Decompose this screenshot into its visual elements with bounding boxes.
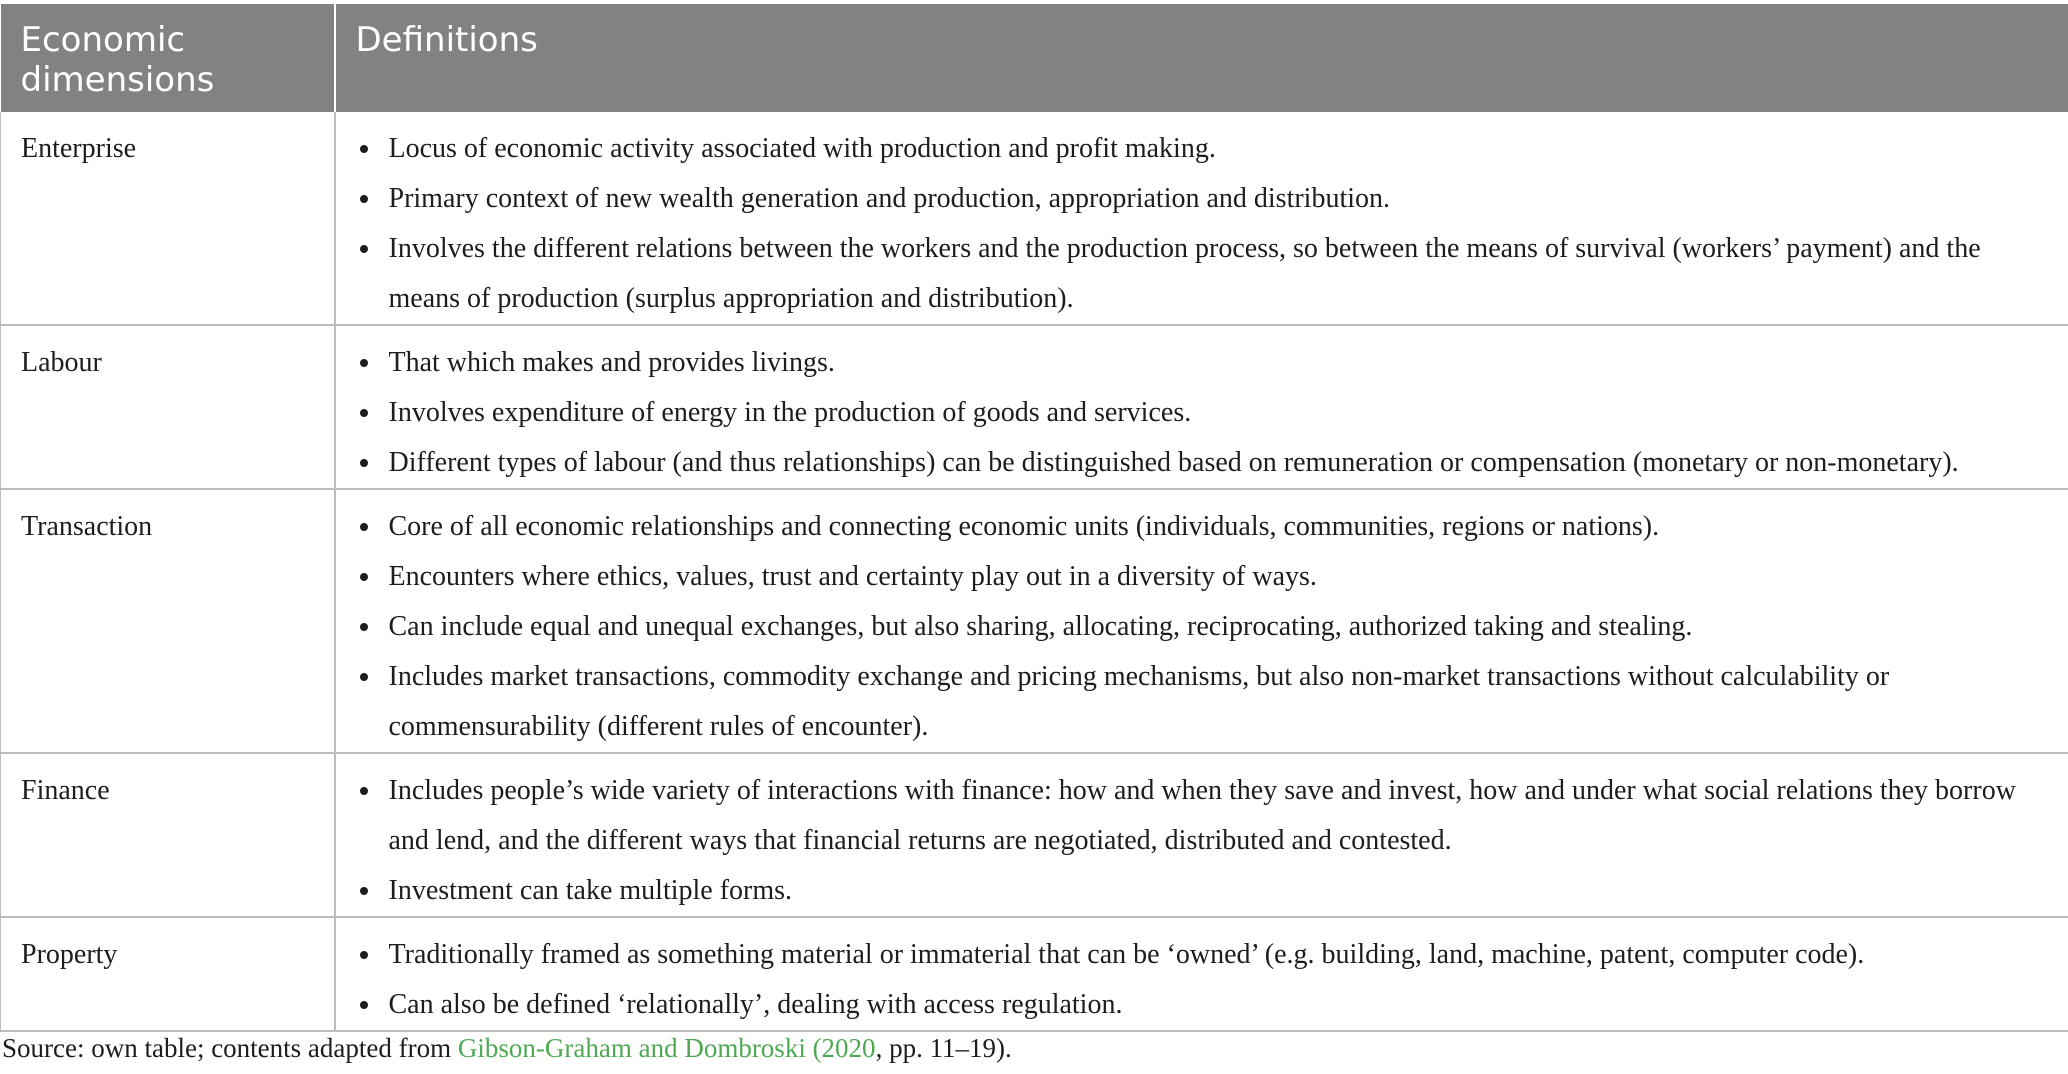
definition-item (336, 980, 2056, 1030)
header-line-1: Economic (20, 20, 186, 60)
table-row (1, 917, 2068, 1031)
dimension-label: Enterprise (21, 133, 137, 164)
bullet-icon (360, 359, 368, 367)
table-body (1, 112, 2068, 1031)
definition-text: Different types of labour (and thus relationships) can be distinguished based on remuneration or compensation (monetary or non-monetary). (388, 447, 1959, 478)
definition-list (336, 766, 2056, 916)
definition-text: Primary context of new wealth generation and production, appropriation and distribution. (388, 183, 1391, 214)
bullet-icon (360, 523, 368, 531)
definition-text: Involves the different relations between the workers and the production process, so between the means of survival (workers’ payment) and the means of production (surplus appropriation and distribution). (388, 233, 1981, 314)
definition-text: Traditionally framed as something material or immaterial that can be ‘owned’ (e.g. building, land, machine, patent, computer code). (388, 939, 1865, 970)
definition-item (336, 174, 2056, 224)
bullet-icon (360, 195, 368, 203)
definitions-cell (335, 917, 2068, 1031)
definitions-table-container (0, 4, 2068, 1032)
definition-item (336, 224, 2056, 324)
bullet-icon (360, 787, 368, 795)
table-row (1, 325, 2068, 489)
dimension-label: Finance (21, 775, 110, 806)
definitions-cell (335, 753, 2068, 917)
definition-list (336, 502, 2056, 752)
definition-list (336, 124, 2056, 324)
definition-text: Encounters where ethics, values, trust and certainty play out in a diversity of ways. (388, 561, 1317, 592)
economic-dimensions-table (0, 4, 2068, 1032)
definition-text: Includes market transactions, commodity exchange and pricing mechanisms, but also non-market transactions without calculability or commensurability (different rules of encounter). (388, 661, 1890, 742)
definitions-cell (335, 112, 2068, 325)
source-prefix: Source: own table; contents adapted from (2, 1033, 458, 1063)
bullet-icon (360, 459, 368, 467)
dimension-cell (1, 917, 335, 1031)
dimension-label: Transaction (21, 511, 153, 542)
bullet-icon (360, 887, 368, 895)
dimension-label: Labour (21, 347, 102, 378)
header-line-2: dimensions (20, 60, 215, 100)
definition-item (336, 552, 2056, 602)
table-row (1, 753, 2068, 917)
bullet-icon (360, 673, 368, 681)
bullet-icon (360, 245, 368, 253)
bullet-icon (360, 145, 368, 153)
definition-item (336, 124, 2056, 174)
source-reference-link[interactable]: Gibson-Graham and Dombroski (2020 (457, 1033, 876, 1063)
table-header-row (1, 4, 2068, 112)
definitions-cell (335, 325, 2068, 489)
definition-item (336, 338, 2056, 388)
definition-item (336, 930, 2056, 980)
definition-list (336, 930, 2056, 1030)
bullet-icon (360, 409, 368, 417)
bullet-icon (360, 951, 368, 959)
definition-text: Can include equal and unequal exchanges, but also sharing, allocating, reciprocating, authorized taking and stealing. (388, 611, 1693, 642)
definition-item (336, 766, 2056, 866)
definition-text: Involves expenditure of energy in the production of goods and services. (388, 397, 1192, 428)
definition-text: That which makes and provides livings. (388, 347, 835, 378)
definition-text: Can also be defined ‘relationally’, dealing with access regulation. (388, 989, 1123, 1020)
dimension-cell (1, 753, 335, 917)
dimension-label: Property (21, 939, 118, 970)
definition-item (336, 866, 2056, 916)
definition-text: Locus of economic activity associated with production and profit making. (388, 133, 1216, 164)
definition-text: Investment can take multiple forms. (388, 875, 793, 906)
source-suffix: , pp. 11–19). (875, 1033, 1012, 1063)
table-row (1, 112, 2068, 325)
bullet-icon (360, 573, 368, 581)
header-economic-dimensions (1, 4, 335, 112)
table-row (1, 489, 2068, 753)
bullet-icon (360, 623, 368, 631)
dimension-cell (1, 489, 335, 753)
header-definitions: Definitions (335, 4, 2068, 112)
definition-item (336, 388, 2056, 438)
definition-item (336, 602, 2056, 652)
definition-text: Core of all economic relationships and connecting economic units (individuals, communities, regions or nations). (388, 511, 1660, 542)
definition-item (336, 502, 2056, 552)
table-source-note (2, 1033, 1012, 1064)
definition-item (336, 438, 2056, 488)
bullet-icon (360, 1001, 368, 1009)
dimension-cell (1, 325, 335, 489)
dimension-cell (1, 112, 335, 325)
definition-list (336, 338, 2056, 488)
definition-item (336, 652, 2056, 752)
definitions-cell (335, 489, 2068, 753)
definition-text: Includes people’s wide variety of interactions with finance: how and when they save and invest, how and under what social relations they borrow and lend, and the different ways that financial returns are negotiated, distributed and contested. (388, 775, 2016, 856)
